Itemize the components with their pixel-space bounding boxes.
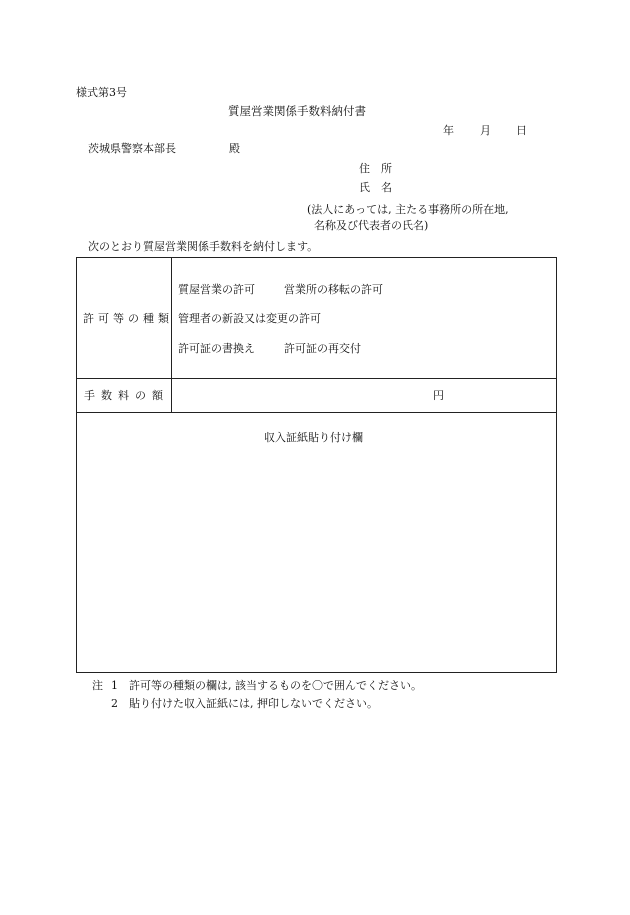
row-divider xyxy=(77,412,556,413)
row-divider xyxy=(77,378,556,379)
fee-form-table xyxy=(76,257,557,673)
option-license-rewrite: 許可証の書換え xyxy=(178,342,255,355)
form-number: 様式第3号 xyxy=(76,86,127,99)
fee-label: 手数料の額 xyxy=(84,389,169,402)
addressee-honorific: 殿 xyxy=(229,142,240,155)
address-label: 住 所 xyxy=(359,162,392,175)
page-title: 質屋営業関係手数料納付書 xyxy=(228,104,366,118)
column-divider xyxy=(171,258,172,412)
option-office-relocation-permit: 営業所の移転の許可 xyxy=(284,283,383,296)
intro-text: 次のとおり質屋営業関係手数料を納付します。 xyxy=(88,240,319,253)
stamp-area-label: 収入証紙貼り付け欄 xyxy=(264,431,363,444)
option-manager-change-permit: 管理者の新設又は変更の許可 xyxy=(178,312,321,325)
date-year: 年 xyxy=(443,124,454,137)
type-label: 許可等の種類 xyxy=(83,312,173,325)
corporate-note-line1: (法人にあっては, 主たる事務所の所在地, xyxy=(307,203,509,216)
option-license-reissue: 許可証の再交付 xyxy=(284,342,361,355)
note-1-text: 許可等の種類の欄は, 該当するものを〇で囲んでください。 xyxy=(129,679,422,692)
date-day: 日 xyxy=(516,124,527,137)
note-2-text: 貼り付けた収入証紙には, 押印しないでください。 xyxy=(129,697,378,710)
fee-unit: 円 xyxy=(433,389,444,402)
notes-prefix: 注 xyxy=(92,679,103,692)
option-pawnshop-permit: 質屋営業の許可 xyxy=(178,283,255,296)
addressee-name: 茨城県警察本部長 xyxy=(88,142,176,155)
name-label: 氏 名 xyxy=(359,181,392,194)
corporate-note-line2: 名称及び代表者の氏名) xyxy=(314,219,429,232)
note-1-number: 1 xyxy=(111,679,118,692)
date-month: 月 xyxy=(480,124,491,137)
note-2-number: 2 xyxy=(111,697,118,710)
